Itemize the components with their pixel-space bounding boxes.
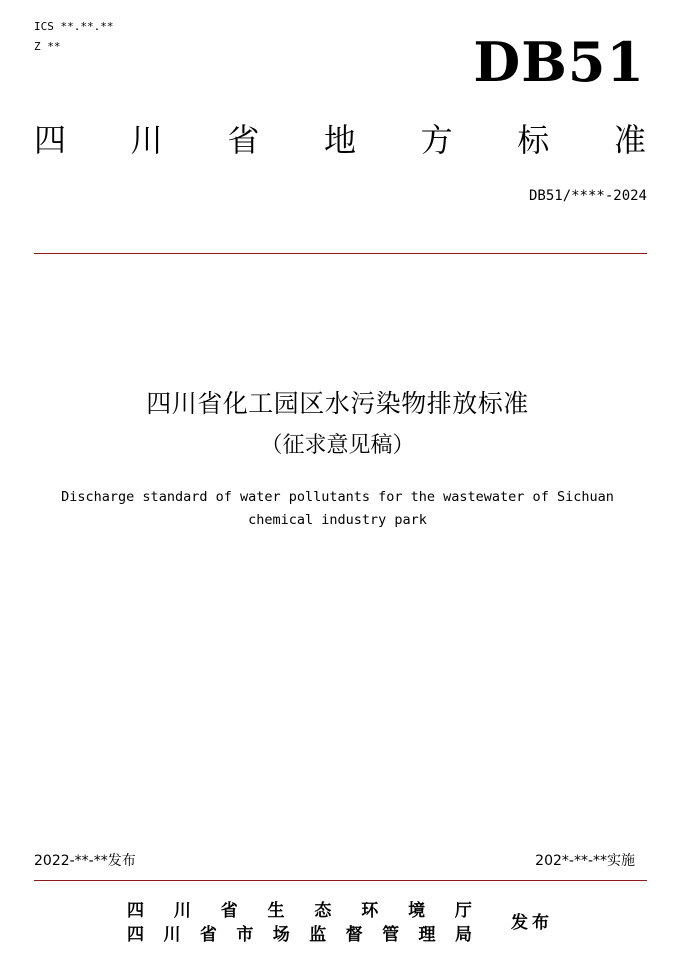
issuer-char: 四 <box>127 925 144 945</box>
header-divider <box>34 253 647 254</box>
standard-type-char: 地 <box>323 121 356 159</box>
issuer-char: 省 <box>220 901 238 921</box>
issuer-char: 督 <box>345 925 363 945</box>
issuer-char: 市 <box>236 925 254 945</box>
issuer-char: 生 <box>267 901 285 921</box>
issuer-char: 四 <box>127 901 144 921</box>
standard-type-char: 川 <box>130 121 163 159</box>
issuer-market-regulation-bureau <box>127 924 472 946</box>
draft-note: （征求意见稿） <box>260 433 415 458</box>
standard-type-char: 省 <box>227 121 260 159</box>
classification-code: Z ** <box>34 40 61 53</box>
issuer-char: 厅 <box>454 901 472 921</box>
footer-divider <box>34 880 647 881</box>
issuer-char: 管 <box>382 925 400 945</box>
issuer-char: 态 <box>314 901 332 921</box>
issuer-char: 局 <box>454 925 472 945</box>
issuer-char: 监 <box>309 925 327 945</box>
standard-type-char: 标 <box>517 121 550 159</box>
document-title-english <box>0 486 675 532</box>
english-title-line-1: Discharge standard of water pollutants for the wastewater of Sichuan <box>61 489 614 505</box>
standard-type-char: 准 <box>613 121 646 159</box>
issuer-char: 理 <box>418 925 436 945</box>
standard-type-char: 方 <box>420 121 453 159</box>
issuer-ecology-environment-dept <box>127 900 472 922</box>
standard-mark: DB51 <box>473 30 645 94</box>
implementation-date: 202*-**-**实施 <box>535 853 635 869</box>
standard-type-heading <box>34 120 646 160</box>
english-title-line-2: chemical industry park <box>248 512 427 528</box>
issuer-char: 环 <box>361 901 379 921</box>
ics-code: ICS **.**.** <box>34 20 114 33</box>
issuer-char: 川 <box>163 925 181 945</box>
publish-label: 发布 <box>511 913 553 933</box>
issuer-char: 境 <box>408 901 426 921</box>
issuer-char: 省 <box>199 925 217 945</box>
document-title-chinese: 四川省化工园区水污染物排放标准 <box>146 389 529 418</box>
issuer-char: 场 <box>272 925 290 945</box>
standard-type-char: 四 <box>34 121 67 159</box>
issuer-char: 川 <box>173 901 191 921</box>
standard-number: DB51/****-2024 <box>528 188 647 204</box>
issue-date: 2022-**-**发布 <box>34 853 136 869</box>
